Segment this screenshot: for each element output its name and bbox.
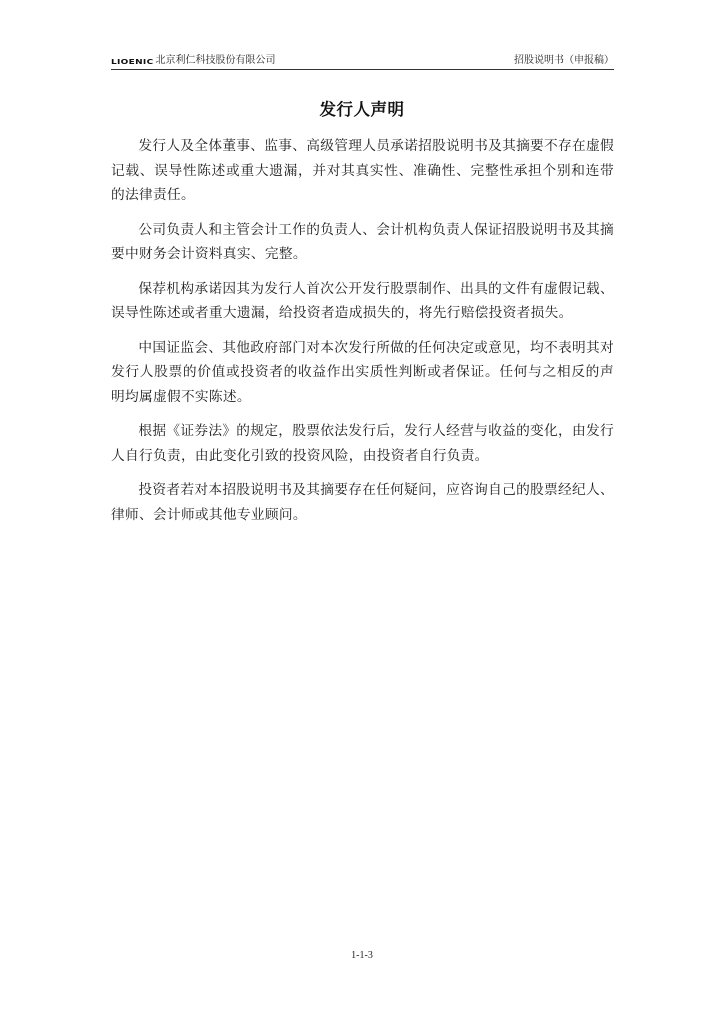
header-left	[111, 55, 275, 67]
company-logo: LIOENIC	[111, 58, 154, 67]
page-title: 发行人声明	[319, 100, 405, 119]
paragraph-2: 公司负责人和主管会计工作的负责人、会计机构负责人保证招股说明书及其摘要中财务会计资料真实、完整。	[111, 221, 614, 262]
paragraph-3: 保荐机构承诺因其为发行人首次公开发行股票制作、出具的文件有虚假记载、误导性陈述或者重大遗漏，给投资者造成损失的，将先行赔偿投资者损失。	[111, 280, 614, 321]
paragraph-5: 根据《证券法》的规定，股票依法发行后，发行人经营与收益的变化，由发行人自行负责，由此变化引致的投资风险，由投资者自行负责。	[111, 423, 614, 464]
document-type: 招股说明书（申报稿）	[514, 55, 614, 66]
paragraph-4: 中国证监会、其他政府部门对本次发行所做的任何决定或意见，均不表明其对发行人股票的价值或投资者的收益作出实质性判断或者保证。任何与之相反的声明均属虚假不实陈述。	[111, 339, 614, 405]
paragraph-1: 发行人及全体董事、监事、高级管理人员承诺招股说明书及其摘要不存在虚假记载、误导性陈述或重大遗漏，并对其真实性、准确性、完整性承担个别和连带的法律责任。	[111, 138, 614, 203]
declaration-body	[111, 134, 614, 537]
page-number: 1-1-3	[351, 950, 373, 961]
page-header	[111, 49, 614, 70]
paragraph-6: 投资者若对本招股说明书及其摘要存在任何疑问，应咨询自己的股票经纪人、律师、会计师或其他专业顾问。	[111, 482, 614, 523]
company-name: 北京利仁科技股份有限公司	[155, 55, 276, 66]
